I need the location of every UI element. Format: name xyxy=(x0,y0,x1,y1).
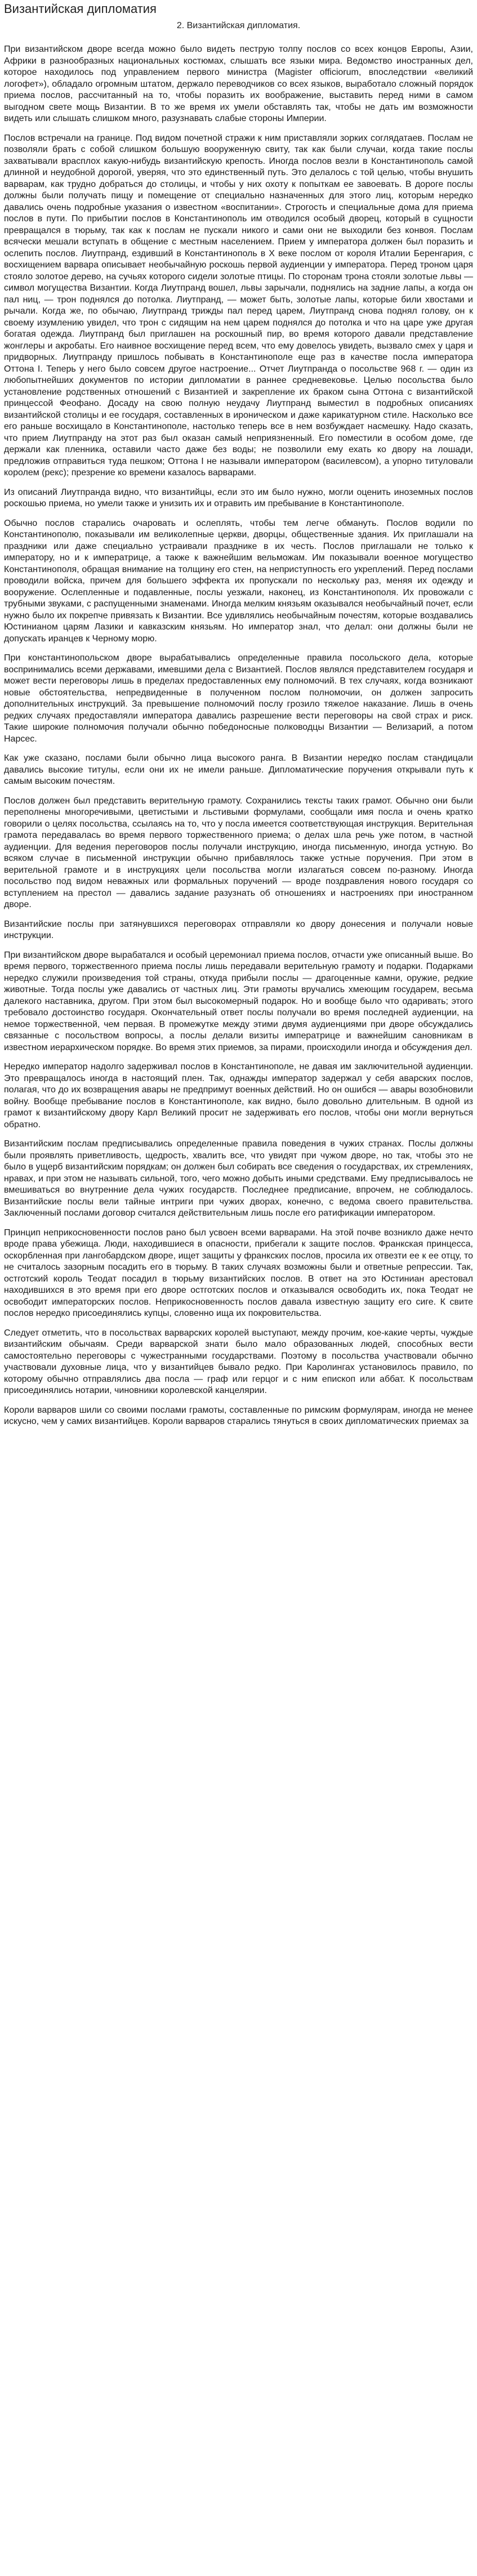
section-subtitle: 2. Византийская дипломатия. xyxy=(176,21,301,30)
paragraph: Византийским послам предписывались определенные правила поведения в чужих странах. Послы должны были проявлять приветливость, щедрость, хвалить все, что увидят при чужом дворе, но так, чтобы это не было в ущерб византийским порядкам; он должен был собирать все сведения о государствах, их стремлениях, нравах, и при этом не называть сильной, того, чего можно добыть иными средствами. Ему предписывалось не вмешиваться во внутренние дела чужих государств. Последнее предписание, впрочем, не соблюдалось. Византийские послы вели тайные интриги при чужих дворах, конечно, с ведома своего правительства. Заключенный послами договор считался действительным лишь после его ратификации императором. xyxy=(4,1139,473,1218)
paragraph: Принцип неприкосновенности послов рано был усвоен всеми варварами. На этой почве возникло даже нечто вроде права убежища. Люди, находившиеся в опасности, прибегали к защите послов. Франкская принцесса, оскорбленная при лангобардском дворе, ищет защиты у франкских послов, просила их отвезти ее к ее отцу, то не считалось зазорным посадить его в тюрьму. В таких случаях возможны были и ответные репрессии. Так, остготский король Теодат посадил в тюрьму византийских послов. В ответ на это Юстиниан арестовал находившихся в это время при его дворе остготских послов и отказывался освободить их, пока Теодат не освободит императорских послов. Неприкосновенность послов давала известную защиту его сиге. К свите послов нередко присоединялись купцы, словенно ища их покровительства. xyxy=(4,1227,473,1318)
page-title: Византийская дипломатия xyxy=(4,2,157,16)
paragraph: Короли варваров шили со своими послами грамоты, составленные по римским формулярам, иногда не менее искусно, чем у самих византийцев. Короли варваров старались тянуться в своих дипломатических приемах за xyxy=(4,1405,473,1426)
article-body xyxy=(0,44,477,1428)
paragraph: Из описаний Лиутпранда видно, что византийцы, если это им было нужно, могли оценить иноземных послов роскошью приема, но умели также и унизить их и отравить им пребывание в Константинополе. xyxy=(4,487,473,508)
paragraph: Византийские послы при затянувшихся переговорах отправляли ко двору донесения и получали новые инструкции. xyxy=(4,919,473,940)
paragraph: Обычно послов старались очаровать и ослеплять, чтобы тем легче обмануть. Послов водили по Константинополю, показывали им великолепные церкви, дворцы, общественные здания. Их приглашали на праздники или даже специально устраивали празднике в их честь. Послов приглашали не только к императору, но и к императрице, а также к важнейшим вельможам. Им показывали военное могущество Константинополя, обращая внимание на толщину его стен, на неприступность его укреплений. Перед послами проводили войска, причем для большего эффекта их пропускали по нескольку раз, меняя их одежду и вооружение. Ослепленные и подавленные, послы уезжали, наконец, из Константинополя. Их провожали с трубными звуками, с распущенными знаменами. Иногда мелким князьям оказывался необычайный почет, если нужно было их покрепче привязать к Византии. Все удивлялись необычайным почестям, которые воздавались Юстинианом царям Лазики и кавказским князьям. Но император знал, что делал: они должны были не допускать иранцев к Черному морю. xyxy=(4,518,473,644)
paragraph: При византийском дворе вырабатался и особый церемониал приема послов, отчасти уже описанный выше. Во время первого, торжественного приема послы лишь передавали верительную грамоту и подарки. Подарками нередко служили произведения той страны, откуда прибыли послы — драгоценные камни, оружие, редкие животные. Тогда послы уже давались от частных лиц. Эти грамоты вручались хмеющим государем, весьма далекого наставника, другом. При этом был высокомерный подарок. Но и вообще было что одаривать; этого требовало достоинство государя. Окончательный ответ послы получали во время последней аудиенции, на немое торжественной, чем первая. В промежутке между этими двумя аудиенциями при дворе обсуждались связанные с посольством вопросы, а послы делали визиты императрице и важнейшим сановникам в известном иерархическом порядке. Во время этих приемов, за пирами, происходили иногда и обсуждения дел. xyxy=(4,950,473,1052)
paragraph: Послов должен был представить верительную грамоту. Сохранились тексты таких грамот. Обычно они были переполнены многоречивыми, цветистыми и льстивыми формулами, сообщали имя посла и очень кратко говорили о целях посольства, ссылаясь на то, что у посла имеется соответствующая инструкция. Верительная грамота передавалась во время первого торжественного приема; о делах шла речь уже потом, в частной аудиенции. Для ведения переговоров послы получали инструкцию, иногда письменную, иногда устную. Во всяком случае в письменной инструкции обычно прибавлялось также устные поручения. При этом в верительной грамоте и в инструкциях цели посольства могли излагаться совсем по-разному. Иногда посольство под видом неважных или формальных поручений — вроде поздравления нового государя со вступлением на престол — давались задание разузнать об отношениях и настроениях при иностранном дворе. xyxy=(4,796,473,909)
paragraph: Следует отметить, что в посольствах варварских королей выступают, между прочим, кое-какие черты, чуждые византийским обычаям. Среди варварской знати было мало образованных людей, способных вести самостоятельно переговоры с чужестранными государствами. Поэтому в посольства участвовали обычно участвовали духовные лица, что у византийцев бывало редко. При Каролингах установилось правило, по которому обычно отправлялись два посла — граф или герцог и с ним епископ или аббат. К посольствам присоединялись нотарии, чиновники королевской канцелярии. xyxy=(4,1328,473,1395)
paragraph: При константинопольском дворе вырабатывались определенные правила посольского дела, которые воспринимались всеми державами, имевшими дела с Византией. Послов являлся представителем государя и может вести переговоры лишь в пределах предоставленных ему полномочий. В тех случаях, когда возникают новые обстоятельства, непредвиденные в полученном послом полномочии, он должен запросить дополнительных инструкций. За превышение полномочий послу грозило тяжелое наказание. Лишь в очень редких случаях предоставляли императора давались разрешение вести переговоры на свой страх и риск. Такие широкие полномочия получали обычно победоносные полководцы Византии — Велизарий, а потом Нарсес. xyxy=(4,653,473,744)
paragraph: При византийском дворе всегда можно было видеть пеструю толпу послов со всех концов Европы, Азии, Африки в разнообразных национальных костюмах, слышать все языки мира. Ведомство иностранных дел, которое находилось под управлением первого министра (Magister officiorum, впоследствии «великий логофет»), обладало огромным штатом, держало переводчиков со всех языков, выработало сложный порядок приема послов, рассчитанный на то, чтобы поразить их воображение, выставить перед ними в самом выгодном свете мощь Византии. В то же время их умели обставлять так, чтобы не дать им возможности видеть или слышать слишком много, разузнавать слабые стороны Империи. xyxy=(4,44,473,123)
paragraph: Нередко император надолго задерживал послов в Константинополе, не давая им заключительной аудиенции. Это превращалось иногда в настоящий плен. Так, однажды император задержал у себя аварских послов, полагая, что до их возвращения авары не предпримут военных действий. Но он ошибся — авары возобновили войну. Вообще пребывание послов в Константинополе, как видно, было довольно длительным. В одной из грамот к византийскому двору Карл Великий просит не задерживать его послов, чтобы они могли вернуться обратно. xyxy=(4,1062,473,1129)
paragraph: Послов встречали на границе. Под видом почетной стражи к ним приставляли зорких соглядатаев. Послам не позволяли брать с собой слишком большую вооруженную свиту, так как были случаи, когда такие послы захватывали врасплох какую-нибудь византийскую крепость. Иногда послов везли в Константинополь самой длинной и неудобной дорогой, уверяя, что это единственный путь. Это делалось с той целью, чтобы внушить варварам, как трудно добраться до столицы, и чтобы у них охоту к попыткам ее завоевать. В дороге послы должны были получать пищу и помещение от специально назначенных для этого лиц, которым нередко давались очень подробные указания о известном «воспитании». Строгость и специальные дома для приема послов в пути. По прибытии послов в Константинополь им отводился особый дворец, который в сущности превращался в тюрьму, так как к послам не пускали никого и сами они не выходили без конвоя. Послам всячески мешали вступать в общение с местным населением. Прием у императора должен был поразить и ослепить послов. Лиутпранд, ездивший в Константинополь в X веке послом от короля Италии Беренгария, с восхищением варвара описывает необычайную роскошь первой аудиенции у императора. Перед троном царя стояло золотое дерево, на сучьях которого сидели золотые птицы. По сторонам трона стояли золотые львы — символ могущества Византии. Когда Лиутпранд вошел, львы зарычали, поднялись на задние лапы, а когда он пал ниц, — трон поднялся до потолка. Лиутпранд, — может быть, золотые лапы, которые били хвостами и рычали. Когда же, по обычаю, Лиутпранд трижды пал перед царем, Лиутпранд снова поднял голову, он к своему изумлению увидел, что трон с сидящим на нем царем поднялся до потолка и что на царе уже другая богатая одежда. Лиутпранд был приглашен на роскошный пир, во время которого давали представление жонглеры и акробаты. Его наивное восхищение перед всем, что ему довелось увидеть, вызвало смех у царя и придворных. Лиутпранду пришлось побывать в Константинополе еще раз в качестве посла императора Оттона I. Теперь у него было совсем другое настроение... Отчет Лиутпранда о посольстве 968 г. — один из любопытнейших документов по истории дипломатии в раннее средневековье. Целью посольства было установление родственных отношений с Византией и закрепление их браком сына Оттона с византийской принцессой Феофано. Досаду на свою полную неудачу Лиутпранд выместил в подробных описаниях византийской столицы и ее государя, составленных в ироническом и даже карикатурном стиле. Насколько все его раньше восхищало в Константинополе, настолько теперь все в нем возбуждает насмешку. Надо сказать, что прием Лиутпранду на этот раз был оказан самый неприязненный. Его поместили в особом доме, где держали как пленника, оставили часто даже без воды; не позволили ему ехать ко двору на лошади, предложив отправиться туда пешком; Оттона I не называли императором (василевсом), а упорно титуловали королем (рекс); презрение ко времени казалось варварами. xyxy=(4,133,473,477)
page xyxy=(0,1,477,1428)
paragraph: Как уже сказано, послами были обычно лица высокого ранга. В Византии нередко послам стандицали давались высокие титулы, если они их не имели раньше. Дипломатические поручения открывали путь к самым высоким почестям. xyxy=(4,753,473,786)
